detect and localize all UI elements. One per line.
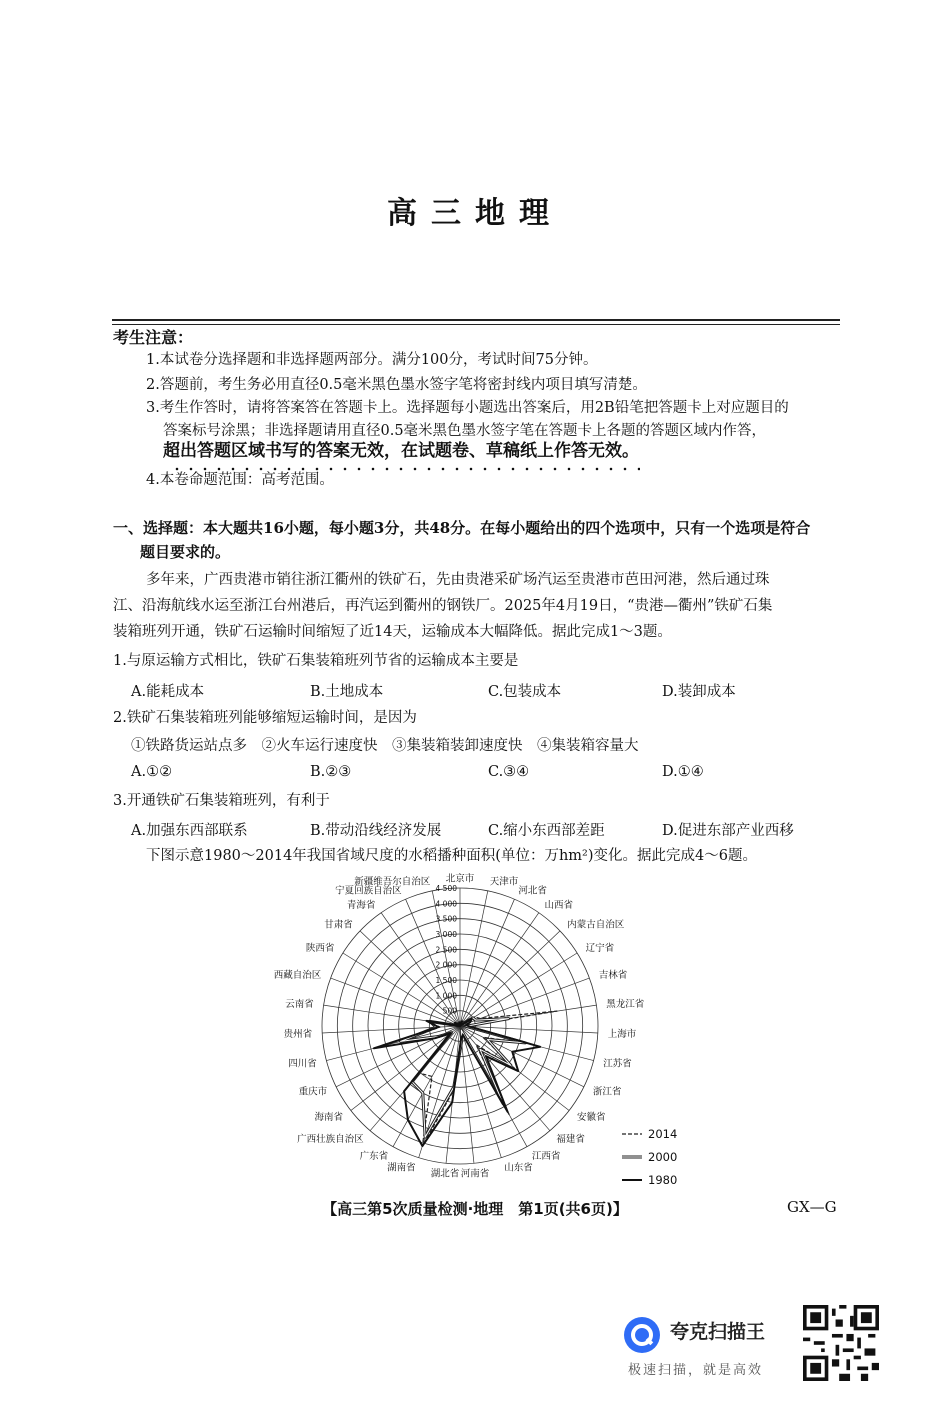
- q2-option-d[interactable]: D.①④: [662, 764, 704, 780]
- scanner-slogan: 极速扫描，就是高效: [628, 1363, 764, 1378]
- q3-option-c[interactable]: C.缩小东西部差距: [488, 823, 605, 839]
- category-label: 山西省: [544, 900, 574, 912]
- category-label: 宁夏回族自治区: [335, 885, 402, 897]
- category-label: 甘肃省: [324, 919, 353, 931]
- category-label: 湖北省: [430, 1168, 460, 1180]
- tick-label: 2 500: [435, 945, 457, 955]
- category-label: 湖南省: [387, 1162, 416, 1174]
- category-label: 辽宁省: [585, 943, 615, 955]
- category-label: 黑龙江省: [606, 999, 645, 1011]
- category-label: 重庆市: [298, 1086, 328, 1098]
- category-label: 新疆维吾尔自治区: [354, 876, 431, 888]
- category-label: 陕西省: [305, 943, 335, 955]
- category-label: 广东省: [359, 1150, 389, 1162]
- category-label: 福建省: [556, 1133, 585, 1145]
- page-footer: 【高三第5次质量检测·地理 第1页(共6页)】: [322, 1200, 628, 1218]
- tick-label: 4 500: [435, 884, 457, 893]
- paper-code: GX—G: [787, 1198, 837, 1216]
- series-1980-line: [374, 1019, 540, 1146]
- notice-item-3: 3.考生作答时，请将答案答在答题卡上。选择题每小题选出答案后，用2B铅笔把答题卡上对应题目的: [146, 400, 789, 416]
- notice-item-3-cont: 答案标号涂黑；非选择题请用直径0.5毫米黑色墨水签字笔在答题卡上各题的答题区域内作答，: [163, 423, 767, 439]
- category-label: 天津市: [489, 876, 519, 888]
- divider-bottom: [112, 324, 840, 325]
- category-label: 内蒙古自治区: [567, 919, 625, 931]
- tick-label: 3 000: [435, 930, 457, 939]
- tick-label: 500: [442, 1006, 457, 1016]
- scanner-logo-icon: [622, 1315, 662, 1355]
- category-label: 海南省: [314, 1112, 343, 1124]
- chart-intro: 下图示意1980～2014年我国省域尺度的水稻播种面积(单位：万hm²)变化。据此完成4～6题。: [146, 848, 757, 864]
- q2-option-a[interactable]: A.①②: [131, 764, 173, 780]
- scanner-brand-name: 夸克扫描王: [670, 1321, 766, 1343]
- tick-label: 2 000: [435, 960, 457, 970]
- tick-label: 3 500: [435, 914, 457, 924]
- category-label: 河南省: [460, 1168, 490, 1180]
- divider-top: [112, 319, 840, 321]
- category-label: 四川省: [288, 1058, 317, 1070]
- category-label: 上海市: [607, 1028, 637, 1040]
- category-label: 山东省: [504, 1162, 533, 1174]
- page-title: 高三地理: [387, 196, 563, 231]
- category-label: 云南省: [285, 999, 314, 1011]
- q1-stem: 1.与原运输方式相比，铁矿石集装箱班列节省的运输成本主要是: [113, 653, 519, 669]
- legend-label-2014: 2014: [648, 1127, 678, 1141]
- grid-spoke: [460, 1026, 584, 1087]
- category-label: 青海省: [346, 900, 376, 912]
- q1-option-a[interactable]: A.能耗成本: [131, 684, 205, 700]
- section-header-cont: 题目要求的。: [140, 543, 231, 561]
- category-label: 安徽省: [577, 1112, 606, 1124]
- passage-line-1: 多年来，广西贵港市销往浙江衢州的铁矿石，先由贵港采矿场汽运至贵港市芭田河港，然后通过珠: [146, 572, 770, 588]
- category-label: 贵州省: [283, 1028, 313, 1040]
- notice-item-2: 2.答题前，考生务必用直径0.5毫米黑色墨水签字笔将密封线内项目填写清楚。: [146, 377, 647, 393]
- category-label: 浙江省: [592, 1086, 622, 1098]
- q3-option-b[interactable]: B.带动沿线经济发展: [310, 823, 442, 839]
- notice-item-1: 1.本试卷分选择题和非选择题两部分。满分100分，考试时间75分钟。: [146, 352, 598, 368]
- category-label: 西藏自治区: [273, 970, 322, 982]
- tick-label: 1 000: [435, 991, 457, 1001]
- passage-line-2: 江、沿海航线水运至浙江台州港后，再汽运到衢州的钢铁厂。2025年4月19日，“贵港—衢州”铁矿石集: [113, 598, 773, 614]
- category-label: 吉林省: [598, 970, 628, 982]
- q3-option-a[interactable]: A.加强东西部联系: [131, 823, 248, 839]
- q3-stem: 3.开通铁矿石集装箱班列，有利于: [113, 793, 330, 809]
- notice-heading: 考生注意：: [113, 328, 194, 347]
- notice-item-3-emphasis: 超出答题区域书写的答案无效，在试题卷、草稿纸上作答无效。: [163, 441, 639, 461]
- qr-code-icon: [803, 1305, 879, 1381]
- category-label: 广西壮族自治区: [297, 1133, 364, 1145]
- category-label: 江苏省: [603, 1058, 632, 1070]
- grid-spoke: [460, 899, 514, 1026]
- q1-option-b[interactable]: B.土地成本: [310, 684, 384, 700]
- q3-option-d[interactable]: D.促进东部产业西移: [662, 823, 794, 839]
- rice-area-radar-chart: [270, 868, 690, 1186]
- section-header: 一、选择题：本大题共16小题，每小题3分，共48分。在每小题给出的四个选项中，只有一个选项是符合: [113, 519, 811, 537]
- q2-stem: 2.铁矿石集装箱班列能够缩短运输时间，是因为: [113, 710, 417, 726]
- legend-label-2000: 2000: [648, 1150, 678, 1164]
- q2-option-b[interactable]: B.②③: [310, 764, 352, 780]
- category-label: 北京市: [445, 873, 475, 885]
- q2-option-c[interactable]: C.③④: [488, 764, 530, 780]
- tick-label: 1 500: [435, 976, 457, 985]
- q1-option-c[interactable]: C.包装成本: [488, 684, 562, 700]
- tick-label: 4 000: [435, 899, 457, 909]
- category-label: 江西省: [531, 1150, 561, 1162]
- q2-statements: ①铁路货运站点多 ②火车运行速度快 ③集装箱装卸速度快 ④集装箱容量大: [131, 738, 639, 754]
- legend-label-1980: 1980: [648, 1173, 678, 1186]
- grid-spoke: [326, 1026, 460, 1061]
- q1-option-d[interactable]: D.装卸成本: [662, 684, 736, 700]
- notice-item-4: 4.本卷命题范围：高考范围。: [146, 472, 334, 488]
- passage-line-3: 装箱班列开通，铁矿石运输时间缩短了近14天，运输成本大幅降低。据此完成1～3题。: [113, 624, 672, 640]
- category-label: 河北省: [518, 885, 547, 897]
